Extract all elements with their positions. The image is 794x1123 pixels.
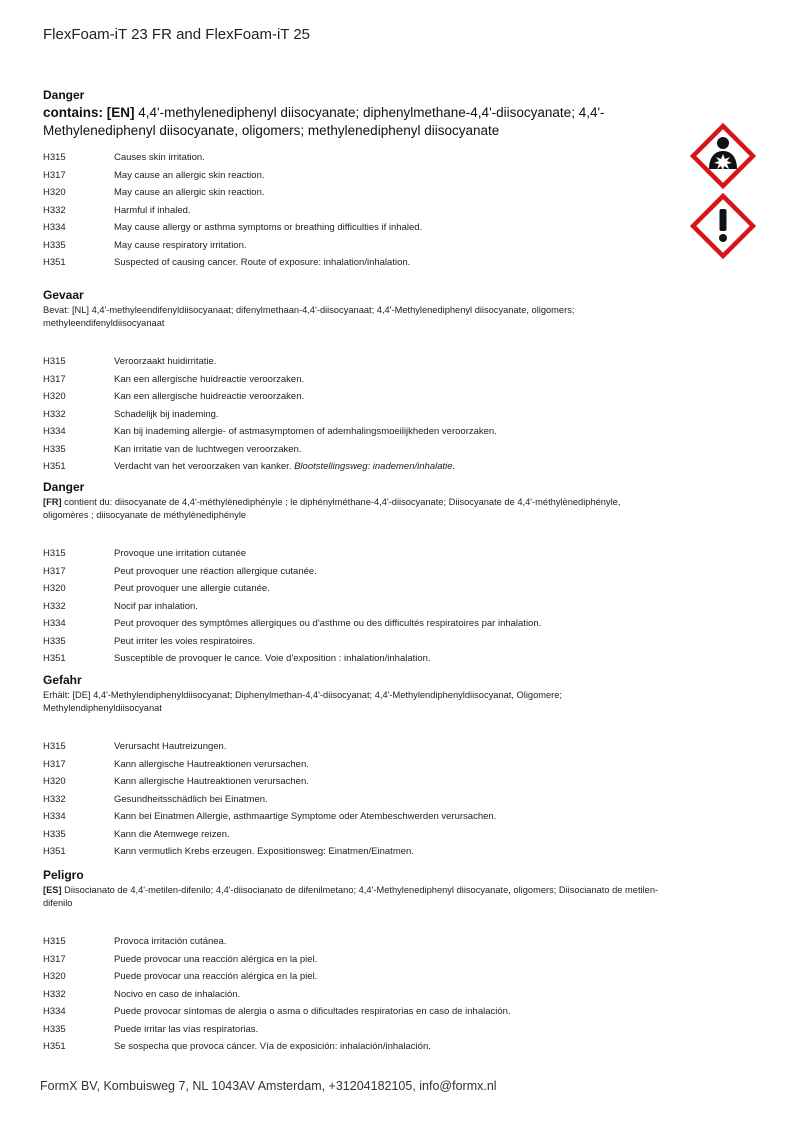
hazard-text: Puede irritar las vías respiratorias. — [114, 1023, 259, 1035]
hazard-statement — [43, 951, 663, 969]
signal-word: Danger — [43, 88, 85, 102]
hazard-code: H351 — [43, 653, 66, 664]
hazard-statement — [43, 756, 663, 774]
hazard-statement — [43, 254, 663, 272]
hazard-text: Causes skin irritation. — [114, 152, 205, 163]
hazard-code: H320 — [43, 391, 66, 402]
hazard-code: H332 — [43, 204, 66, 216]
exclamation-mark-icon — [690, 193, 756, 259]
hazard-code: H315 — [43, 548, 66, 559]
hazard-statement — [43, 237, 663, 255]
hazard-code: H335 — [43, 443, 66, 455]
hazard-text: Nocivo en caso de inhalación. — [114, 988, 241, 1000]
hazard-text: Verursacht Hautreizungen. — [114, 741, 227, 752]
hazard-text-italic: Blootstellingsweg: inademen/inhalatie. — [291, 461, 456, 472]
hazard-statement — [43, 441, 663, 459]
hazard-statement — [43, 826, 663, 844]
hazard-text: Suspected of causing cancer. Route of exposure: inhalation/inhalation. — [114, 257, 411, 268]
hazard-text: May cause respiratory irritation. — [114, 239, 247, 251]
hazard-statement — [43, 371, 663, 389]
section-es — [43, 868, 663, 1056]
hazard-statement — [43, 563, 663, 581]
language-label: Erhält: [DE] — [43, 690, 91, 700]
hazard-text: Harmful if inhaled. — [114, 204, 191, 216]
hazard-code: H334 — [43, 222, 66, 233]
hazard-text: Kann vermutlich Krebs erzeugen. Expositionsweg: Einatmen/Einatmen. — [114, 846, 414, 857]
hazard-text: Gesundheitsschädlich bei Einatmen. — [114, 793, 268, 805]
contains-text — [43, 689, 663, 714]
signal-word: Danger — [43, 480, 85, 494]
hazard-code: H334 — [43, 618, 66, 629]
hazard-text: Kan een allergische huidreactie veroorzaken. — [114, 391, 305, 402]
hazard-list — [43, 738, 663, 861]
hazard-statement — [43, 650, 663, 668]
hazard-list — [43, 353, 663, 476]
hazard-code: H332 — [43, 988, 66, 1000]
hazard-statement — [43, 423, 663, 441]
hazard-statement — [43, 202, 663, 220]
hazard-text: May cause allergy or asthma symptoms or breathing difficulties if inhaled. — [114, 222, 423, 233]
hazard-statement — [43, 167, 663, 185]
page-footer: FormX BV, Kombuisweg 7, NL 1043AV Amsterdam, +31204182105, info@formx.nl — [40, 1079, 497, 1093]
hazard-text: Se sospecha que provoca cáncer. Vía de exposición: inhalación/inhalación. — [114, 1041, 431, 1052]
hazard-list — [43, 545, 663, 668]
hazard-statement — [43, 738, 663, 756]
language-label: contains: [EN] — [43, 105, 135, 120]
language-label: [FR] — [43, 497, 62, 507]
hazard-code: H334 — [43, 426, 66, 437]
section-nl — [43, 288, 663, 476]
hazard-statement — [43, 808, 663, 826]
hazard-code: H320 — [43, 971, 66, 982]
hazard-text: May cause an allergic skin reaction. — [114, 169, 265, 181]
hazard-statement — [43, 545, 663, 563]
contains-text — [43, 884, 663, 909]
signal-word: Gefahr — [43, 673, 82, 687]
language-label: [ES] — [43, 885, 62, 895]
hazard-text: Schadelijk bij inademing. — [114, 408, 219, 420]
hazard-statement — [43, 149, 663, 167]
hazard-text: Kan irritatie van de luchtwegen veroorzaken. — [114, 443, 302, 455]
hazard-code: H332 — [43, 408, 66, 420]
health-hazard-icon — [690, 123, 756, 189]
hazard-text: Kann allergische Hautreaktionen verursachen. — [114, 758, 309, 770]
hazard-statement — [43, 968, 663, 986]
hazard-text: Susceptible de provoquer le cance. Voie d'exposition : inhalation/inhalation. — [114, 653, 431, 664]
hazard-text: Veroorzaakt huidirritatie. — [114, 356, 217, 367]
hazard-statement — [43, 843, 663, 861]
hazard-code: H317 — [43, 953, 66, 965]
hazard-statement — [43, 1021, 663, 1039]
hazard-statement — [43, 458, 663, 476]
hazard-statement — [43, 633, 663, 651]
hazard-text: Puede provocar síntomas de alergia o asma o dificultades respiratorias en caso de inhalación. — [114, 1006, 511, 1017]
hazard-text: Provoca irritación cutánea. — [114, 936, 227, 947]
hazard-text: Peut provoquer des symptômes allergiques ou d'asthme ou des difficultés respiratoires par inhalation. — [114, 618, 542, 629]
hazard-code: H351 — [43, 1041, 66, 1052]
hazard-text: Nocif par inhalation. — [114, 600, 198, 612]
contains-text — [43, 304, 663, 329]
hazard-text: Peut provoquer une réaction allergique cutanée. — [114, 565, 317, 577]
section-fr — [43, 480, 663, 668]
hazard-code: H315 — [43, 356, 66, 367]
signal-word: Gevaar — [43, 288, 84, 302]
hazard-code: H320 — [43, 776, 66, 787]
hazard-statement — [43, 406, 663, 424]
substances: contient du: diisocyanate de 4,4'-méthylènediphényle ; le diphénylméthane-4,4'-diisocyanate; Diisocyanate de 4,4'-méthylènediphényle, oligomères ; diisocyanate de méthylènediphényle — [43, 497, 621, 520]
hazard-text: Verdacht van het veroorzaken van kanker. — [114, 461, 292, 472]
hazard-text: Puede provocar una reacción alérgica en la piel. — [114, 971, 318, 982]
substances: 4,4'-methyleendifenyldiisocyanaat; difenylmethaan-4,4'-diisocyanaat; 4,4'-Methylenediphenyl diisocyanate, oligomers; methyleendifenyldiisocyanaat — [43, 305, 575, 328]
hazard-code: H315 — [43, 152, 66, 163]
hazard-text: Provoque une irritation cutanée — [114, 548, 247, 559]
hazard-code: H317 — [43, 373, 66, 385]
hazard-code: H351 — [43, 257, 66, 268]
hazard-statement — [43, 1003, 663, 1021]
hazard-text: May cause an allergic skin reaction. — [114, 187, 265, 198]
hazard-code: H332 — [43, 600, 66, 612]
hazard-statement — [43, 388, 663, 406]
hazard-text: Kann die Atemwege reizen. — [114, 828, 230, 840]
hazard-text: Kan bij inademing allergie- of astmasymptomen of ademhalingsmoeilijkheden veroorzaken. — [114, 426, 497, 437]
substances: 4,4'-methylenediphenyl diisocyanate; diphenylmethane-4,4'-diisocyanate; 4,4'-Methylenediphenyl diisocyanate, oligomers; methylenediphenyl diisocyanate — [43, 105, 605, 138]
hazard-code: H334 — [43, 811, 66, 822]
hazard-text: Kan een allergische huidreactie veroorzaken. — [114, 373, 305, 385]
hazard-code: H315 — [43, 936, 66, 947]
hazard-statement — [43, 1038, 663, 1056]
page-title: FlexFoam-iT 23 FR and FlexFoam-iT 25 — [43, 26, 311, 43]
hazard-text: Peut provoquer une allergie cutanée. — [114, 583, 270, 594]
pictograms — [690, 123, 756, 263]
contains-text — [43, 104, 663, 140]
hazard-statement — [43, 598, 663, 616]
hazard-code: H332 — [43, 793, 66, 805]
hazard-text: Kann bei Einatmen Allergie, asthmaartige Symptome oder Atembeschwerden verursachen. — [114, 811, 497, 822]
contains-text — [43, 496, 663, 521]
hazard-list — [43, 933, 663, 1056]
hazard-code: H317 — [43, 565, 66, 577]
hazard-statement — [43, 353, 663, 371]
hazard-statement — [43, 773, 663, 791]
hazard-code: H320 — [43, 187, 66, 198]
hazard-code: H335 — [43, 239, 66, 251]
hazard-statement — [43, 791, 663, 809]
hazard-statement — [43, 580, 663, 598]
hazard-statement — [43, 986, 663, 1004]
hazard-code: H335 — [43, 828, 66, 840]
hazard-code: H334 — [43, 1006, 66, 1017]
section-de — [43, 673, 663, 861]
hazard-text: Kann allergische Hautreaktionen verursachen. — [114, 776, 309, 787]
signal-word: Peligro — [43, 868, 84, 882]
hazard-code: H315 — [43, 741, 66, 752]
substances: 4,4'-Methylendiphenyldiisocyanat; Diphenylmethan-4,4'-diisocyanat; 4,4'-Methylendiphenyldiisocyanat, Oligomere; Methylendiphenyldiisocyanat — [43, 690, 563, 713]
hazard-code: H351 — [43, 461, 66, 472]
hazard-code: H351 — [43, 846, 66, 857]
language-label: Bevat: [NL] — [43, 305, 89, 315]
hazard-text: Puede provocar una reacción alérgica en la piel. — [114, 953, 318, 965]
hazard-statement — [43, 933, 663, 951]
hazard-code: H335 — [43, 635, 66, 647]
hazard-statement — [43, 615, 663, 633]
hazard-statement — [43, 184, 663, 202]
hazard-code: H317 — [43, 169, 66, 181]
section-en — [43, 88, 663, 272]
hazard-code: H335 — [43, 1023, 66, 1035]
hazard-list — [43, 149, 663, 272]
hazard-code: H317 — [43, 758, 66, 770]
hazard-text: Peut irriter les voies respiratoires. — [114, 635, 255, 647]
hazard-statement — [43, 219, 663, 237]
substances: Diisocianato de 4,4'-metilen-difenilo; 4,4'-diisocianato de difenilmetano; 4,4'-Methylenediphenyl diisocyanate, oligomers; Diisocianato de metilen-difenilo — [43, 885, 659, 908]
hazard-code: H320 — [43, 583, 66, 594]
